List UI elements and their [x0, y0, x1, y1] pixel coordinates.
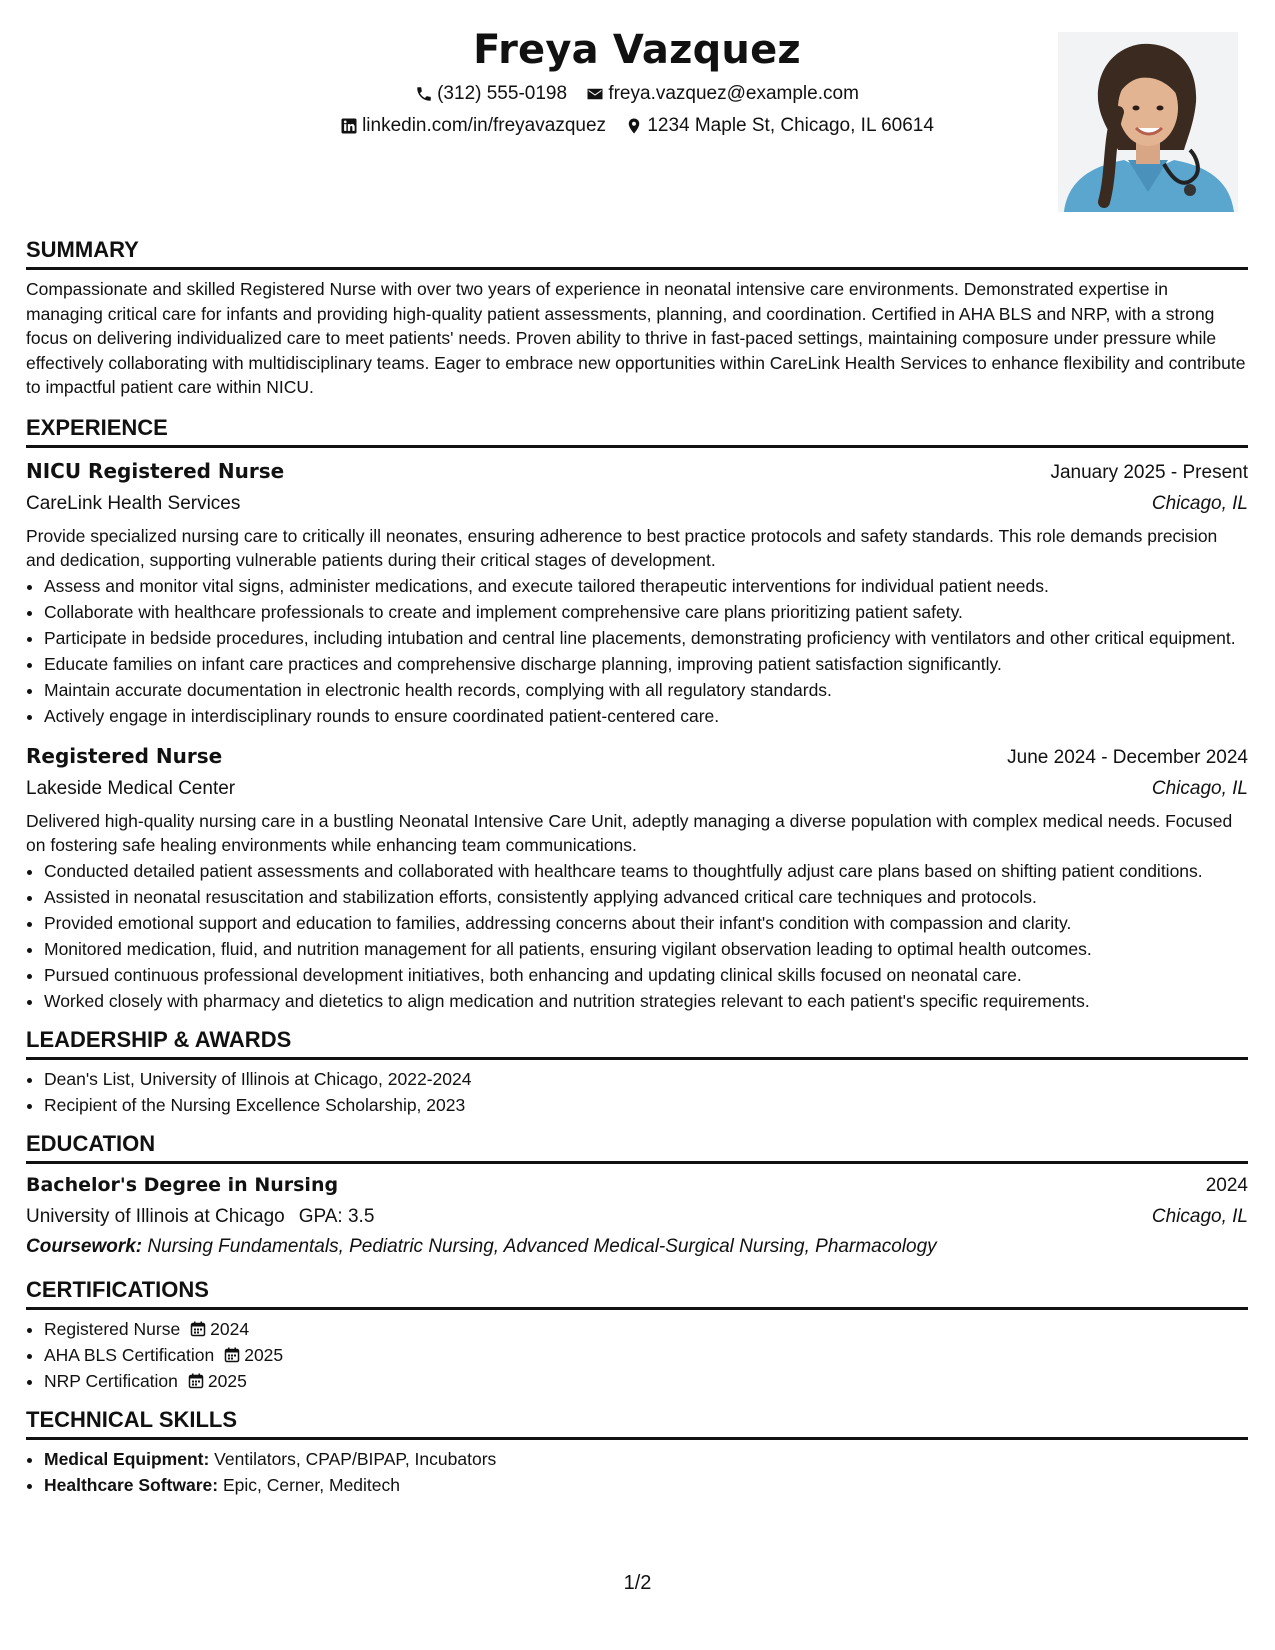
profile-photo	[1058, 32, 1238, 212]
job-description: Provide specialized nursing care to critically ill neonates, ensuring adherence to best practice protocols and safety standards. This role demands precision and dedication, supporting vulnerable patients during their critical stages of development.	[26, 525, 1218, 570]
job-organization: Lakeside Medical Center	[26, 777, 236, 799]
job-description: Delivered high-quality nursing care in a bustling Neonatal Intensive Care Unit, adeptly managing a diverse population with complex medical needs. Focused on fostering safe healing environments while enhancing team communications.	[26, 810, 1233, 855]
awards-heading: LEADERSHIP & AWARDS	[26, 1026, 1248, 1060]
calendar-icon	[188, 1373, 204, 1389]
gpa: GPA: 3.5	[298, 1205, 375, 1227]
school-location: Chicago, IL	[1151, 1205, 1248, 1227]
list-item: • Monitored medication, fluid, and nutrition management for all patients, ensuring vigilant observation leading to optimal health outcomes.	[44, 938, 1248, 960]
job-bullets	[26, 575, 1248, 727]
coursework	[26, 1232, 1248, 1262]
email-contact[interactable]	[586, 80, 859, 108]
linkedin-url[interactable]: linkedin.com/in/freyavazquez	[362, 115, 607, 136]
email-address[interactable]: freya.vazquez@example.com	[608, 83, 859, 104]
calendar-icon	[190, 1321, 206, 1337]
skill-category: Medical Equipment:	[44, 1448, 210, 1469]
certifications-section	[26, 1276, 1248, 1392]
list-item	[44, 1344, 1248, 1366]
experience-section	[26, 414, 1248, 1012]
list-item	[44, 1448, 1248, 1470]
list-item: • Assisted in neonatal resuscitation and stabilization efforts, consistently applying advanced critical care techniques and protocols.	[44, 886, 1248, 908]
resume-page	[26, 22, 1248, 1500]
job-entry	[26, 741, 1248, 1012]
calendar-icon	[224, 1347, 240, 1363]
skills-section	[26, 1406, 1248, 1496]
map-pin-icon	[625, 117, 643, 135]
education-section	[26, 1130, 1248, 1262]
envelope-icon	[586, 85, 604, 103]
school-name: University of Illinois at Chicago	[26, 1205, 285, 1227]
job-entry	[26, 456, 1248, 727]
coursework-label: Coursework:	[26, 1235, 143, 1257]
certification-name: Registered Nurse	[44, 1318, 181, 1339]
certification-year: 2025	[207, 1370, 247, 1391]
job-dates: June 2024 - December 2024	[1007, 746, 1248, 768]
coursework-list: Nursing Fundamentals, Pediatric Nursing, Advanced Medical-Surgical Nursing, Pharmacology	[147, 1235, 937, 1257]
job-location: Chicago, IL	[1151, 777, 1248, 799]
summary-text: Compassionate and skilled Registered Nurse with over two years of experience in neonatal intensive care environments. Demonstrated expertise in managing critical care for infants and providing high-quality patient assessments, planning, and coordination. Certified in AHA BLS and NRP, with a strong focus on delivering individualized care to meet patients' needs. Proven ability to thrive in fast-paced settings, maintaining composure under pressure while effectively collaborating with multidisciplinary teams. Eager to embrace new opportunities within CareLink Health Services to enhance flexibility and contribute to impactful patient care within NICU.	[26, 279, 1246, 397]
job-title: Registered Nurse	[26, 743, 223, 768]
education-heading: EDUCATION	[26, 1130, 1248, 1164]
address-contact	[625, 112, 934, 140]
summary-section	[26, 236, 1248, 400]
certifications-heading: CERTIFICATIONS	[26, 1276, 1248, 1310]
skill-values: Epic, Cerner, Meditech	[222, 1474, 400, 1495]
list-item: • Recipient of the Nursing Excellence Scholarship, 2023	[44, 1094, 1248, 1116]
list-item: • Dean's List, University of Illinois at Chicago, 2022-2024	[44, 1068, 1248, 1090]
job-location: Chicago, IL	[1151, 492, 1248, 514]
certification-year: 2024	[210, 1318, 250, 1339]
linkedin-icon	[340, 117, 358, 135]
skills-heading: TECHNICAL SKILLS	[26, 1406, 1248, 1440]
phone-icon	[415, 85, 433, 103]
list-item: • Collaborate with healthcare professionals to create and implement comprehensive care plans prioritizing patient safety.	[44, 601, 1248, 623]
awards-section	[26, 1026, 1248, 1116]
list-item: • Actively engage in interdisciplinary rounds to ensure coordinated patient-centered care.	[44, 705, 1248, 727]
job-bullets	[26, 860, 1248, 1012]
skill-values: Ventilators, CPAP/BIPAP, Incubators	[214, 1448, 497, 1469]
linkedin-contact[interactable]	[340, 112, 606, 140]
list-item: • Pursued continuous professional development initiatives, both enhancing and updating clinical skills focused on neonatal care.	[44, 964, 1248, 986]
list-item	[44, 1370, 1248, 1392]
experience-heading: EXPERIENCE	[26, 414, 1248, 448]
page-number: 1/2	[623, 1572, 652, 1594]
certification-name: AHA BLS Certification	[44, 1344, 215, 1365]
certification-name: NRP Certification	[44, 1370, 178, 1391]
summary-heading: SUMMARY	[26, 236, 1248, 270]
list-item: • Maintain accurate documentation in electronic health records, complying with all regulatory standards.	[44, 679, 1248, 701]
phone-contact	[415, 80, 567, 108]
job-organization: CareLink Health Services	[26, 492, 241, 514]
resume-header	[26, 22, 1248, 222]
graduation-year: 2024	[1205, 1174, 1248, 1196]
list-item: • Provided emotional support and education to families, addressing concerns about their infant's condition with compassion and clarity.	[44, 912, 1248, 934]
list-item: • Assess and monitor vital signs, administer medications, and execute tailored therapeutic interventions for individual patient needs.	[44, 575, 1248, 597]
job-title: NICU Registered Nurse	[26, 458, 285, 483]
list-item	[44, 1474, 1248, 1496]
list-item: • Educate families on infant care practices and comprehensive discharge planning, improving patient satisfaction significantly.	[44, 653, 1248, 675]
certification-year: 2025	[244, 1344, 284, 1365]
certifications-list	[26, 1318, 1248, 1392]
candidate-name: Freya Vazquez	[473, 27, 801, 73]
nurse-portrait-image	[1058, 32, 1238, 212]
awards-list	[26, 1068, 1248, 1116]
list-item: • Participate in bedside procedures, including intubation and central line placements, demonstrating proficiency with ventilators and other critical equipment.	[44, 627, 1248, 649]
job-dates: January 2025 - Present	[1050, 461, 1248, 483]
street-address: 1234 Maple St, Chicago, IL 60614	[647, 115, 934, 136]
list-item: • Worked closely with pharmacy and dietetics to align medication and nutrition strategies relevant to each patient's specific requirements.	[44, 990, 1248, 1012]
skill-category: Healthcare Software:	[44, 1474, 219, 1495]
degree-name: Bachelor's Degree in Nursing	[26, 1173, 339, 1196]
list-item	[44, 1318, 1248, 1340]
skills-list	[26, 1448, 1248, 1496]
list-item: • Conducted detailed patient assessments and collaborated with healthcare teams to thoughtfully adjust care plans based on shifting patient conditions.	[44, 860, 1248, 882]
phone-number: (312) 555-0198	[437, 83, 568, 104]
